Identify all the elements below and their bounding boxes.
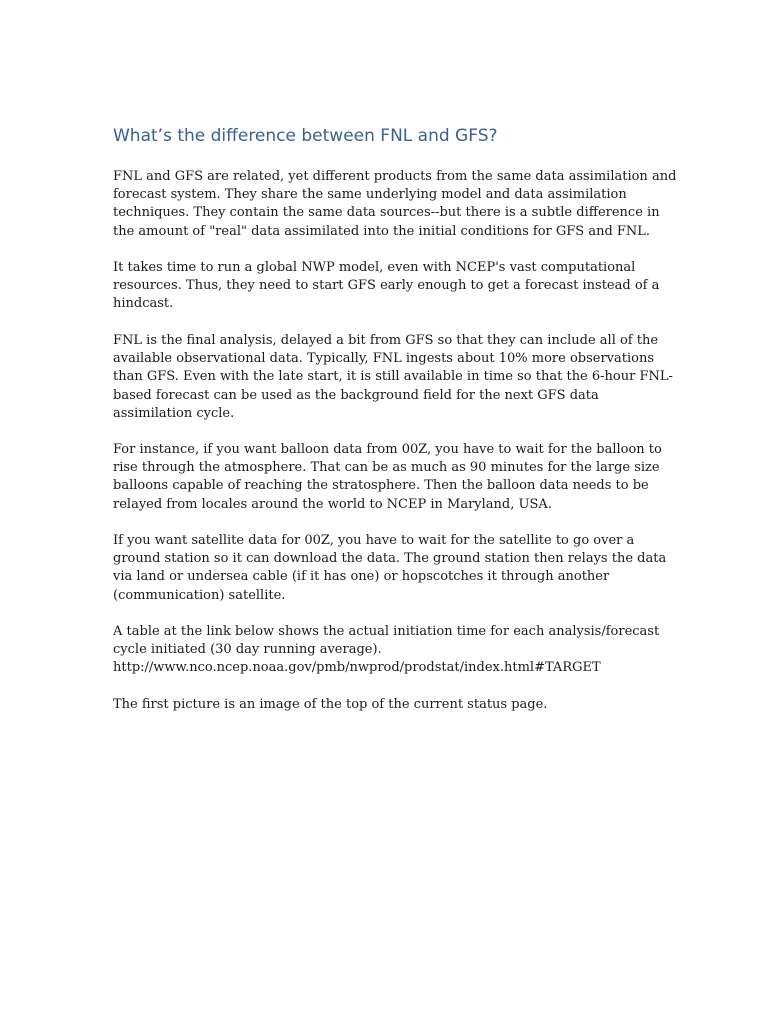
text-line: forecast system. They share the same underlying model and data assimilation (113, 187, 627, 203)
text-line: A table at the link below shows the actual initiation time for each analysis/forecast (113, 624, 660, 639)
text-line: FNL and GFS are related, yet different products from the same data assimilation and (113, 169, 677, 184)
paragraph-balloon-data (113, 441, 662, 514)
text-line: techniques. They contain the same data sources--but there is a subtle difference in (113, 205, 660, 221)
paragraph-satellite-data (113, 532, 666, 605)
document-heading: What’s the difference between FNL and GFS? (113, 126, 498, 146)
paragraph-related-products (113, 168, 676, 241)
text-line: resources. Thus, they need to start GFS early enough to get a forecast instead of a (113, 278, 660, 294)
text-line: relayed from locales around the world to NCEP in Maryland, USA. (113, 496, 552, 512)
text-line: than GFS. Even with the late start, it is still available in time so that the 6-hour FNL- (113, 369, 673, 385)
paragraph-initiation-table (113, 623, 659, 678)
text-line: FNL is the final analysis, delayed a bit from GFS so that they can include all of the (113, 333, 659, 348)
text-line: balloons capable of reaching the stratosphere. Then the balloon data needs to be (113, 478, 649, 494)
text-line: via land or undersea cable (if it has one) or hopscotches it through another (113, 569, 610, 585)
text-line: hindcast. (113, 296, 174, 312)
text-line: cycle initiated (30 day running average). (113, 642, 382, 658)
text-line: assimilation cycle. (113, 405, 235, 421)
paragraph-run-time (113, 259, 659, 314)
paragraph-final-analysis (113, 332, 673, 423)
text-line: The first picture is an image of the top of the current status page. (113, 697, 548, 712)
text-line: ground station so it can download the data. The ground station then relays the data (113, 551, 667, 567)
text-line: the amount of "real" data assimilated into the initial conditions for GFS and FNL. (113, 223, 651, 239)
text-line: For instance, if you want balloon data from 00Z, you have to wait for the balloon to (113, 442, 662, 457)
prodstat-link-text: http://www.nco.ncep.noaa.gov/pmb/nwprod/prodstat/index.html#TARGET (113, 660, 601, 676)
text-line: It takes time to run a global NWP model, even with NCEP's vast computational (113, 260, 636, 275)
paragraph-first-picture (113, 696, 547, 714)
text-line: available observational data. Typically, FNL ingests about 10% more observations (113, 351, 655, 367)
text-line: If you want satellite data for 00Z, you have to wait for the satellite to go over a (113, 533, 635, 548)
text-line: rise through the atmosphere. That can be as much as 90 minutes for the large size (113, 460, 660, 476)
text-line: based forecast can be used as the background field for the next GFS data (113, 387, 599, 403)
text-line: (communication) satellite. (113, 587, 286, 603)
